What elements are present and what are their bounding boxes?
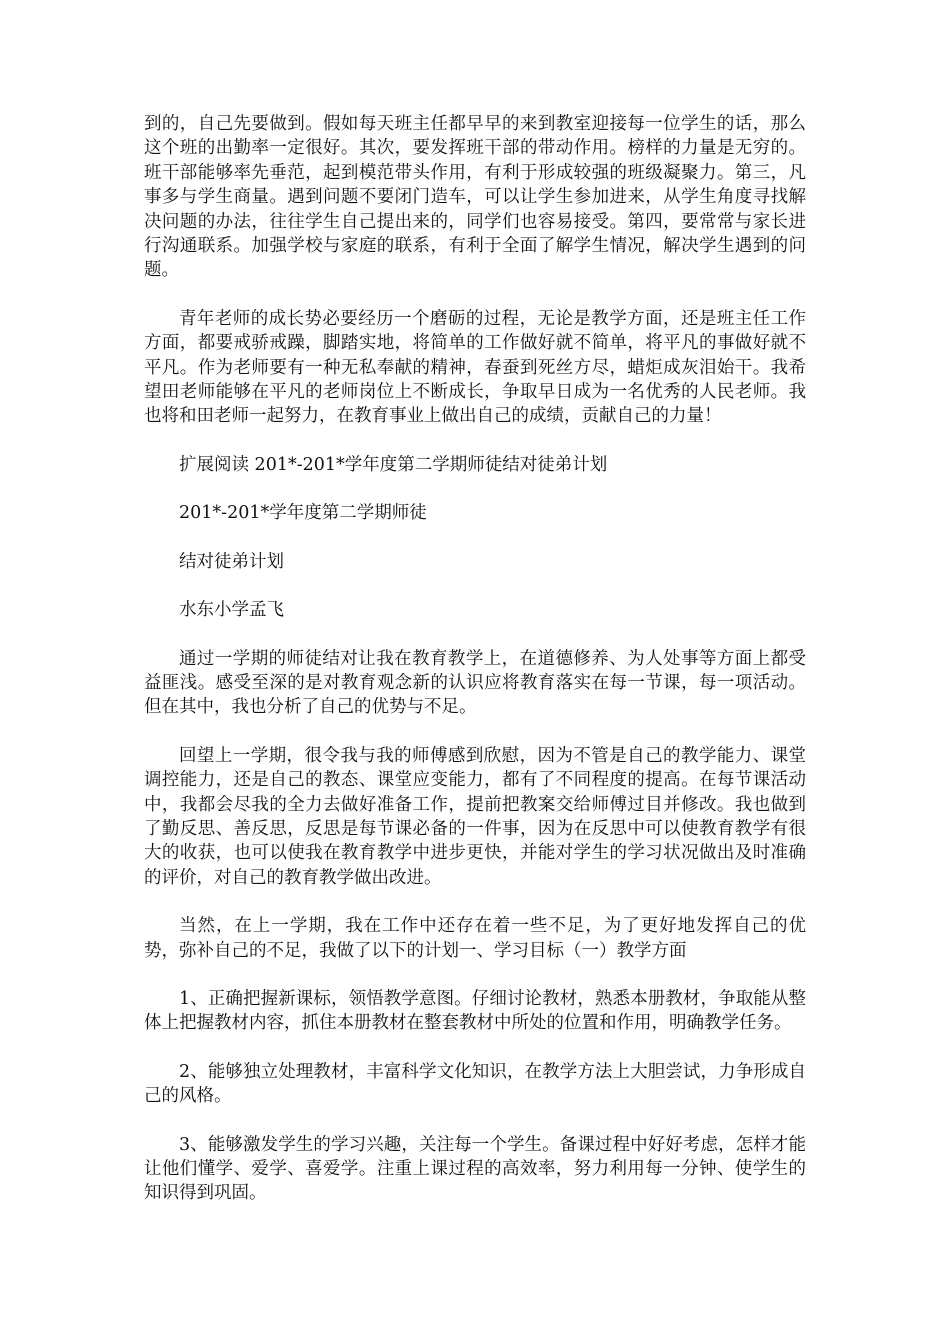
body-paragraph-2: 青年老师的成长势必要经历一个磨砺的过程，无论是教学方面，还是班主任工作方面，都要戒骄戒躁，脚踏实地，将简单的工作做好就不简单，将平凡的事做好就不平凡。作为老师要有一种无私奉献的精神，春蚕到死丝方尽，蜡炬成灰泪始干。我希望田老师能够在平凡的老师岗位上不断成长，争取早日成为一名优秀的人民老师。我也将和田老师一起努力，在教育事业上做出自己的成绩，贡献自己的力量！ <box>144 308 806 427</box>
author-line: 水东小学孟飞 <box>179 600 284 621</box>
body-paragraph-1: 到的，自己先要做到。假如每天班主任都早早的来到教室迎接每一位学生的话，那么这个班的出勤率一定很好。其次，要发挥班干部的带动作用。榜样的力量是无穷的。班干部能够率先垂范，起到模范带头作用，有利于形成较强的班级凝聚力。第三，凡事多与学生商量。遇到问题不要闭门造车，可以让学生参加进来，从学生角度寻找解决问题的办法，往往学生自己提出来的，同学们也容易接受。第四，要常常与家长进行沟通联系。加强学校与家庭的联系，有利于全面了解学生情况，解决学生遇到的问题。 <box>144 114 806 281</box>
document-page <box>144 112 806 1230</box>
body-paragraph-4: 回望上一学期，很令我与我的师傅感到欣慰，因为不管是自己的教学能力、课堂调控能力，还是自己的教态、课堂应变能力，都有了不同程度的提高。在每节课活动中，我都会尽我的全力去做好准备工作，提前把教案交给师傅过目并修改。我也做到了勤反思、善反思，反思是每节课必备的一件事，因为在反思中可以使教育教学有很大的收获，也可以使我在教育教学中进步更快，并能对学生的学习状况做出及时准确的评价，对自己的教育教学做出改进。 <box>144 745 806 888</box>
extended-reading-title: 扩展阅读 201*-201*学年度第二学期师徒结对徒弟计划 <box>179 454 608 475</box>
body-paragraph-3: 通过一学期的师徒结对让我在教育教学上，在道德修养、为人处事等方面上都受益匪浅。感受至深的是对教育观念新的认识应将教育落实在每一节课，每一项活动。但在其中，我也分析了自己的优势与不足。 <box>144 648 806 718</box>
list-item-3: 3、能够激发学生的学习兴趣，关注每一个学生。备课过程中好好考虑，怎样才能让他们懂学、爱学、喜爱学。注重上课过程的高效率，努力利用每一分钟、使学生的知识得到巩固。 <box>144 1134 806 1204</box>
plan-title-line-2: 结对徒弟计划 <box>179 551 284 572</box>
list-item-2: 2、能够独立处理教材，丰富科学文化知识，在教学方法上大胆尝试，力争形成自己的风格。 <box>144 1061 806 1107</box>
body-paragraph-5: 当然，在上一学期，我在工作中还存在着一些不足，为了更好地发挥自己的优势，弥补自己的不足，我做了以下的计划一、学习目标（一）教学方面 <box>144 916 806 961</box>
list-item-1: 1、正确把握新课标，领悟教学意图。仔细讨论教材，熟悉本册教材，争取能从整体上把握教材内容，抓住本册教材在整套教材中所处的位置和作用，明确教学任务。 <box>144 988 806 1034</box>
plan-title-line-1: 201*-201*学年度第二学期师徒 <box>179 503 427 524</box>
